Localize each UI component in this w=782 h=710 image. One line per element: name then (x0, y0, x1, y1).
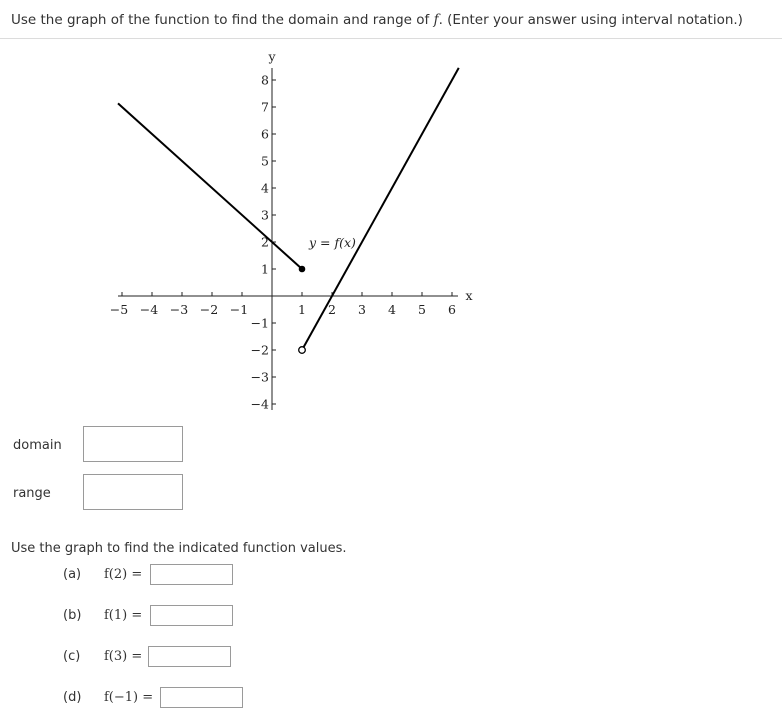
x-tick-label: 5 (418, 302, 426, 317)
y-tick-label: 8 (261, 72, 269, 88)
part-b-expression: f(1) = (104, 608, 143, 623)
part-a-expression: f(2) = (104, 567, 143, 582)
x-tick-label: 6 (448, 302, 456, 317)
domain-input[interactable] (83, 426, 183, 462)
open-endpoint-dot (299, 347, 306, 354)
f-of-3-input[interactable] (148, 646, 231, 667)
range-input[interactable] (83, 474, 183, 510)
domain-label: domain (13, 438, 62, 453)
y-tick-label: 5 (261, 153, 269, 169)
y-tick-label: 7 (261, 99, 269, 115)
part-a-letter: (a) (63, 567, 82, 582)
part-b-letter: (b) (63, 608, 82, 623)
f-of-1-input[interactable] (150, 605, 233, 626)
part-d-letter: (d) (63, 690, 82, 705)
curve-label: y = f(x) (309, 235, 356, 250)
x-tick-label: 1 (298, 302, 306, 317)
range-label: range (13, 486, 51, 501)
part-d-expression: f(−1) = (104, 690, 154, 705)
x-axis-label: x (465, 288, 473, 303)
closed-endpoint-dot (299, 266, 306, 273)
x-tick-label: 2 (328, 302, 336, 317)
y-tick-label: 1 (261, 261, 269, 277)
x-tick-label: −4 (139, 302, 159, 317)
y-tick-label: 3 (261, 207, 269, 223)
x-tick-label: −2 (199, 302, 219, 317)
x-tick-label: −5 (109, 302, 129, 317)
y-tick-label: −4 (250, 396, 269, 412)
x-tick-label: −1 (229, 302, 249, 317)
x-tick-label: 4 (388, 302, 396, 317)
y-tick-label: −2 (250, 342, 269, 358)
function-values-title: Use the graph to find the indicated function values. (11, 541, 347, 556)
y-axis-label: y (268, 49, 276, 64)
instructions-after: . (Enter your answer using interval notation.) (438, 12, 743, 28)
y-tick-label: −3 (250, 369, 269, 385)
y-tick-label: −1 (250, 315, 269, 331)
y-tick-label: 6 (261, 126, 269, 142)
y-tick-label: 2 (261, 234, 269, 250)
x-tick-label: 3 (358, 302, 366, 317)
function-name: f (433, 12, 439, 28)
f-of-2-input[interactable] (150, 564, 233, 585)
part-c-letter: (c) (63, 649, 81, 664)
right-piece-line (304, 68, 459, 347)
left-piece-line (118, 103, 302, 269)
f-of-neg-1-input[interactable] (160, 687, 243, 708)
part-c-expression: f(3) = (104, 649, 143, 664)
instructions-before: Use the graph of the function to find the domain and range of (11, 12, 434, 28)
x-tick-label: −3 (169, 302, 189, 317)
y-tick-label: 4 (261, 180, 269, 196)
